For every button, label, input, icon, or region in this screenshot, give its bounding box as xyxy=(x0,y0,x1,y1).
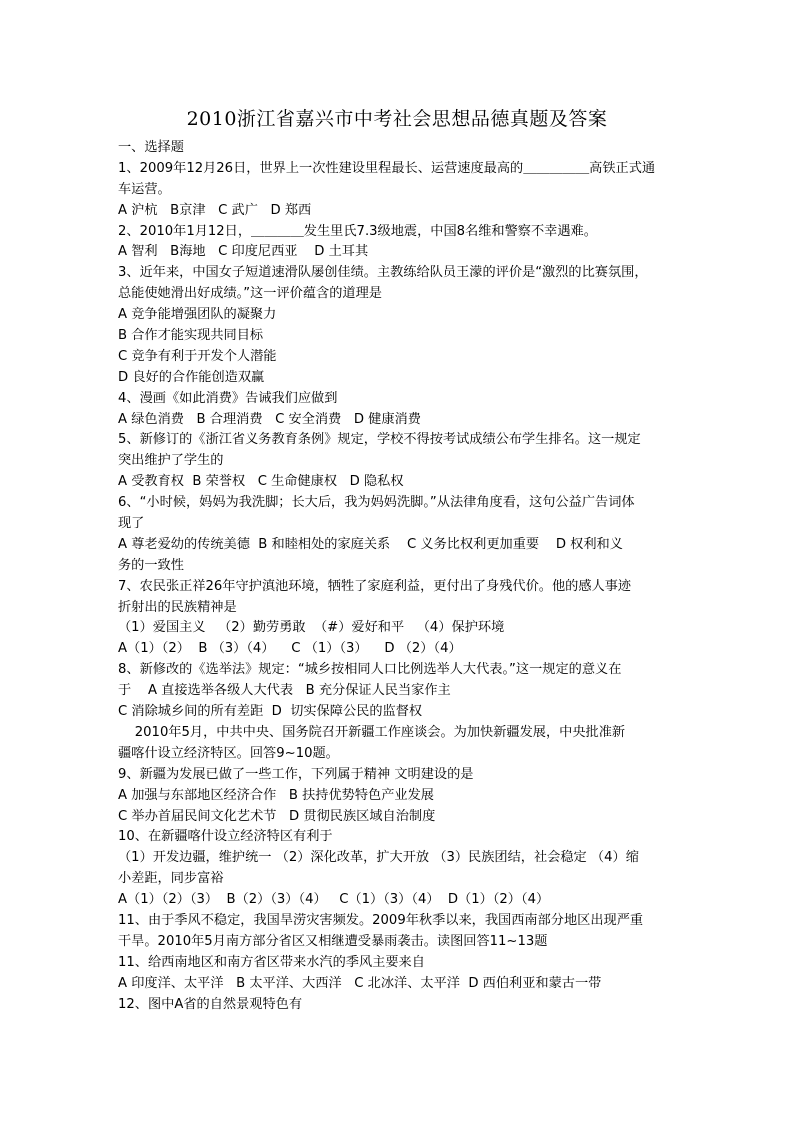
text-line: A 尊老爱幼的传统美德 B 和睦相处的家庭关系 C 义务比权利更加重要 D 权利和义 xyxy=(118,536,623,552)
text-line: A 智利 B海地 C 印度尼西亚 D 土耳其 xyxy=(118,244,369,260)
text-line: （1）爱国主义 （2）勤劳勇敢 （#）爱好和平 （4）保护环境 xyxy=(118,620,505,636)
text-line: 7、农民张正祥26年守护滇池环境，牺牲了家庭利益，更付出了身残代价。他的感人事迹 xyxy=(118,578,632,594)
text-line: 9、新疆为发展已做了一些工作，下列属于精神 文明建设的是 xyxy=(118,766,474,782)
text-line: C 竞争有利于开发个人潜能 xyxy=(118,348,277,364)
text-line: （1）开发边疆，维护统一 （2）深化改革，扩大开放 （3）民族团结，社会稳定 （4）缩 xyxy=(118,850,639,866)
text-line: 2、2010年1月12日，＿＿＿＿发生里氏7.3级地震，中国8名维和警察不幸遇难。 xyxy=(118,223,597,239)
document-body xyxy=(118,138,688,1015)
text-line: D 良好的合作能创造双赢 xyxy=(118,369,265,385)
text-line: 3、近年来，中国女子短道速滑队屡创佳绩。主教练给队员王濛的评价是“激烈的比赛氛围， xyxy=(118,265,648,281)
text-line: 10、在新疆喀什设立经济特区有利于 xyxy=(118,829,333,845)
text-line: C 举办首届民间文化艺术节 D 贯彻民族区域自治制度 xyxy=(118,808,436,824)
text-line: 6、“小时候，妈妈为我洗脚；长大后，我为妈妈洗脚。”从法律角度看，这句公益广告词体 xyxy=(118,495,635,511)
text-line: A 加强与东部地区经济合作 B 扶持优势特色产业发展 xyxy=(118,787,434,803)
text-line: 8、新修改的《选举法》规定：“城乡按相同人口比例选举人大代表。”这一规定的意义在 xyxy=(118,662,622,678)
text-line: 小差距，同步富裕 xyxy=(118,871,224,887)
text-line: 总能使她滑出好成绩。”这一评价蕴含的道理是 xyxy=(118,286,382,302)
document-title: 2010浙江省嘉兴市中考社会思想品德真题及答案 xyxy=(186,108,608,130)
text-line: 5、新修订的《浙江省义务教育条例》规定，学校不得按考试成绩公布学生排名。这一规定 xyxy=(118,432,641,448)
text-line: A（1）（2） B （3）（4） C （1）（3） D （2）（4） xyxy=(118,641,462,657)
text-line: A（1）（2）（3） B（2）（3）（4） C（1）（3）（4） D（1）（2）（4） xyxy=(118,892,550,908)
text-line: 于 A 直接选举各级人大代表 B 充分保证人民当家作主 xyxy=(118,683,451,699)
text-line: 疆喀什设立经济特区。回答9~10题。 xyxy=(118,745,339,761)
text-line: 车运营。 xyxy=(118,181,171,197)
text-line: 1、2009年12月26日，世界上一次性建设里程最长、运营速度最高的＿＿＿＿＿高铁正式通 xyxy=(118,160,656,176)
text-line: 一、选择题 xyxy=(118,140,184,155)
text-line: 2010年5月，中共中央、国务院召开新疆工作座谈会。为加快新疆发展，中央批准新 xyxy=(118,724,626,740)
text-line: 干旱。2010年5月南方部分省区又相继遭受暴雨袭击。读图回答11~13题 xyxy=(118,933,548,949)
text-line: 12、图中A省的自然景观特色有 xyxy=(118,996,303,1012)
text-line: A 印度洋、太平洋 B 太平洋、大西洋 C 北冰洋、太平洋 D 西伯利亚和蒙古一带 xyxy=(118,975,602,991)
text-line: C 消除城乡间的所有差距 D 切实保障公民的监督权 xyxy=(118,704,423,720)
text-line: B 合作才能实现共同目标 xyxy=(118,328,264,344)
text-line: A 绿色消费 B 合理消费 C 安全消费 D 健康消费 xyxy=(118,411,421,427)
text-line: 11、给西南地区和南方省区带来水汽的季风主要来自 xyxy=(118,954,425,970)
text-line: 现了 xyxy=(118,516,145,532)
text-line: 折射出的民族精神是 xyxy=(118,599,237,615)
text-line: 4、漫画《如此消费》告诫我们应做到 xyxy=(118,390,338,406)
text-line: 突出维护了学生的 xyxy=(118,453,224,469)
text-line: 11、由于季风不稳定，我国旱涝灾害频发。2009年秋季以来，我国西南部分地区出现严重 xyxy=(118,912,644,928)
text-line: A 竞争能增强团队的凝聚力 xyxy=(118,307,277,323)
text-line: A 沪杭 B京津 C 武广 D 郑西 xyxy=(118,202,312,218)
text-line: A 受教育权 B 荣誉权 C 生命健康权 D 隐私权 xyxy=(118,474,404,490)
text-line: 务的一致性 xyxy=(118,557,184,573)
